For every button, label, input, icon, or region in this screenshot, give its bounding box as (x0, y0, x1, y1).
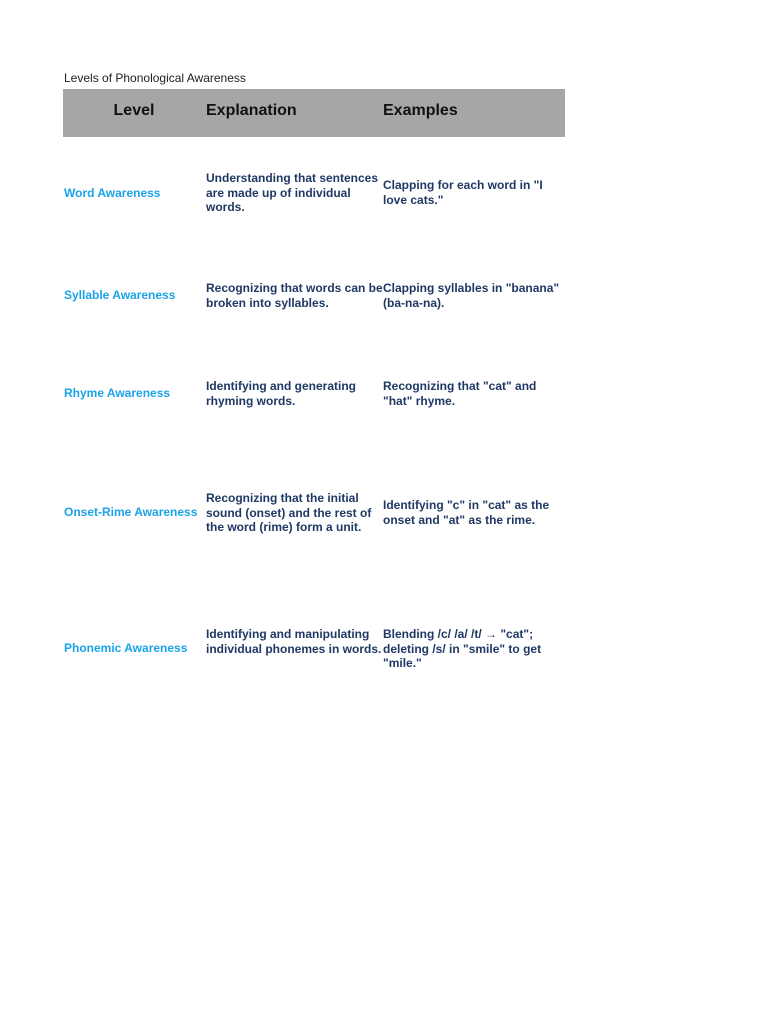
table-header (63, 89, 565, 137)
examples-cell: Recognizing that "cat" and "hat" rhyme. (383, 379, 537, 408)
level-cell: Word Awareness (64, 186, 161, 200)
explanation-cell: Identifying and generating rhyming words. (206, 379, 357, 408)
column-header-level: Level (113, 102, 155, 119)
explanation-cell: Understanding that sentences are made up of individual words. (206, 171, 379, 214)
examples-cell: Blending /c/ /a/ /t/ → "cat"; deleting /s/ in "smile" to get "mile." (383, 627, 542, 670)
level-cell: Onset-Rime Awareness (64, 505, 198, 519)
page-title: Levels of Phonological Awareness (64, 71, 246, 85)
explanation-cell: Recognizing that words can be broken into syllables. (206, 281, 383, 310)
explanation-cell: Identifying and manipulating individual phonemes in words. (206, 627, 382, 656)
examples-cell: Clapping syllables in "banana" (ba-na-na). (383, 281, 560, 310)
examples-cell: Identifying "c" in "cat" as the onset and "at" as the rime. (383, 498, 550, 527)
column-header-explanation: Explanation (206, 102, 297, 119)
level-cell: Rhyme Awareness (64, 386, 171, 400)
level-cell: Phonemic Awareness (64, 641, 188, 655)
examples-cell: Clapping for each word in "I love cats." (383, 178, 543, 207)
explanation-cell: Recognizing that the initial sound (onset) and the rest of the word (rime) form a unit. (206, 491, 372, 534)
level-cell: Syllable Awareness (64, 288, 176, 302)
column-header-examples: Examples (383, 102, 458, 119)
